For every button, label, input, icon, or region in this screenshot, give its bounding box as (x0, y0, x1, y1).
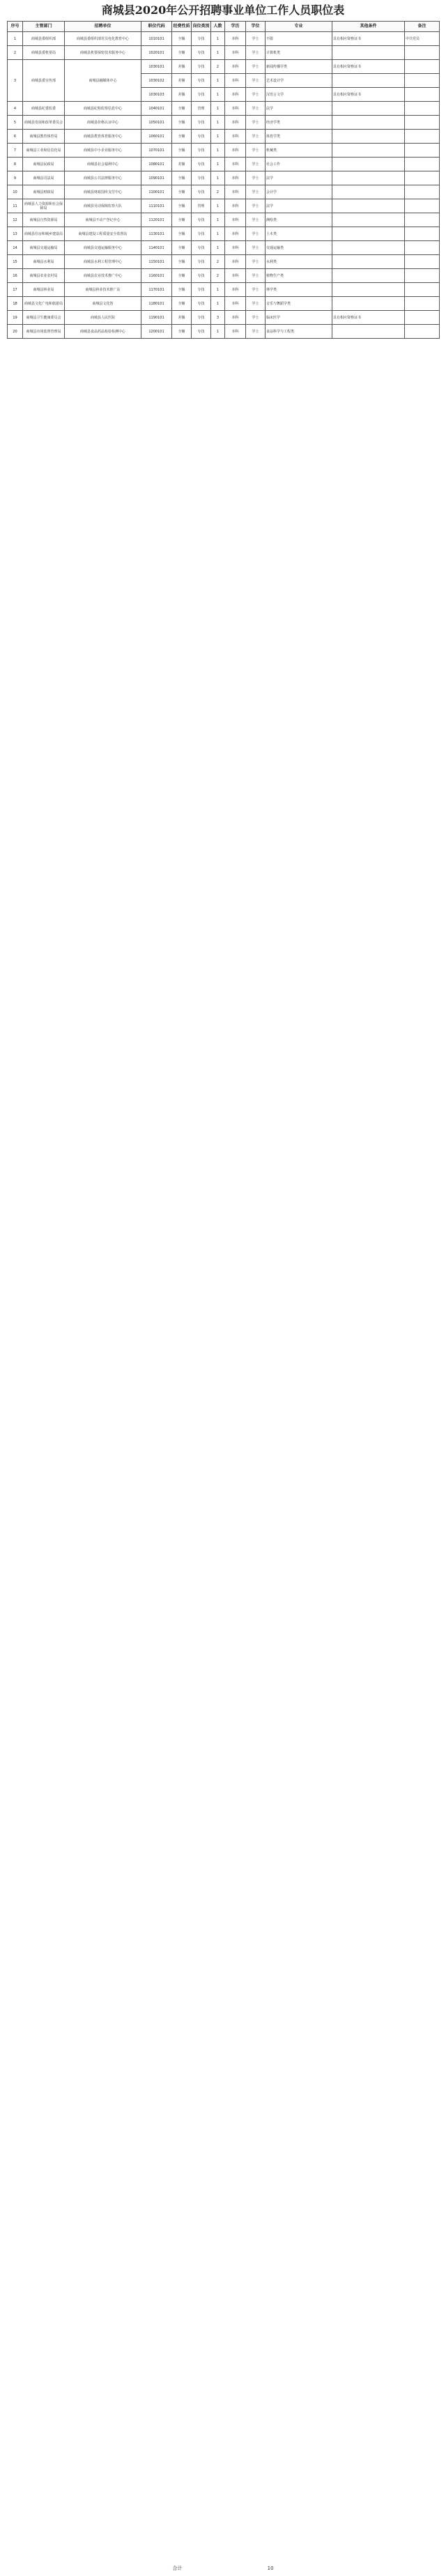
cell-cond (332, 102, 405, 116)
cell-cond (332, 213, 405, 227)
cell-code: 1020101 (141, 46, 172, 60)
cell-num: 1 (211, 32, 225, 46)
cell-unit: 商城县公共法律服务中心 (65, 171, 141, 185)
table-row (8, 269, 440, 283)
cell-seq: 2 (8, 46, 23, 60)
cell-nature: 全额 (172, 116, 192, 130)
cell-edu: 本科 (225, 241, 246, 255)
cell-degree: 学士 (246, 88, 266, 102)
cell-degree: 学士 (246, 102, 266, 116)
cell-level: 专技 (192, 241, 211, 255)
cell-level: 管理 (192, 102, 211, 116)
cell-unit: 商城县中小企业服务中心 (65, 144, 141, 158)
cell-nature: 全额 (172, 46, 192, 60)
table-row (8, 227, 440, 241)
cell-seq: 11 (8, 199, 23, 213)
cell-unit: 商城县水利工程管理中心 (65, 255, 141, 269)
cell-degree: 学士 (246, 185, 266, 199)
cell-edu: 本科 (225, 116, 246, 130)
cell-num: 2 (211, 185, 225, 199)
cell-note (405, 241, 440, 255)
cell-note (405, 269, 440, 283)
header-seq: 序号 (8, 22, 23, 32)
cell-num: 1 (211, 130, 225, 144)
cell-unit: 商城县交通运输服务中心 (65, 241, 141, 255)
cell-level: 专技 (192, 255, 211, 269)
cell-dept: 商城县住房和城乡建设局 (23, 227, 65, 241)
cell-degree: 学士 (246, 116, 266, 130)
cell-nature: 全额 (172, 227, 192, 241)
cell-num: 1 (211, 144, 225, 158)
cell-note (405, 199, 440, 213)
cell-num: 1 (211, 88, 225, 102)
cell-degree: 学士 (246, 32, 266, 46)
cell-note (405, 283, 440, 297)
cell-edu: 本科 (225, 32, 246, 46)
cell-dept: 商城县水利局 (23, 255, 65, 269)
cell-cond: 具有相应资格证书 (332, 311, 405, 325)
table-row (8, 283, 440, 297)
cell-major: 汉语言文学 (266, 88, 332, 102)
cell-level: 专技 (192, 269, 211, 283)
cell-code: 1050101 (141, 116, 172, 130)
cell-dept: 商城县委宣传部 (23, 60, 65, 102)
cell-edu: 本科 (225, 46, 246, 60)
cell-unit: 商城县纪检监察信息中心 (65, 102, 141, 116)
cell-major: 法学 (266, 199, 332, 213)
header-dept: 主管部门 (23, 22, 65, 32)
cell-code: 1030102 (141, 74, 172, 88)
header-edu: 学历 (225, 22, 246, 32)
cell-major: 植物生产类 (266, 269, 332, 283)
cell-nature: 差额 (172, 74, 192, 88)
cell-major: 林学类 (266, 283, 332, 297)
cell-seq: 9 (8, 171, 23, 185)
table-row (8, 32, 440, 46)
cell-unit: 商城县社会福利中心 (65, 158, 141, 171)
cell-note (405, 74, 440, 88)
cell-note: 中共党员 (405, 32, 440, 46)
cell-num: 2 (211, 60, 225, 74)
cell-dept: 商城县自然资源局 (23, 213, 65, 227)
cell-num: 1 (211, 199, 225, 213)
cell-seq: 4 (8, 102, 23, 116)
cell-cond (332, 116, 405, 130)
cell-cond (332, 144, 405, 158)
cell-level: 专技 (192, 297, 211, 311)
cell-num: 1 (211, 116, 225, 130)
cell-note (405, 227, 440, 241)
cell-cond (332, 283, 405, 297)
cell-seq: 15 (8, 255, 23, 269)
cell-code: 1110101 (141, 199, 172, 213)
cell-edu: 本科 (225, 60, 246, 74)
cell-edu: 本科 (225, 325, 246, 339)
cell-code: 1010101 (141, 32, 172, 46)
cell-num: 1 (211, 283, 225, 297)
cell-major: 音乐与舞蹈学类 (266, 297, 332, 311)
cell-level: 专技 (192, 88, 211, 102)
cell-cond (332, 199, 405, 213)
cell-level: 专技 (192, 185, 211, 199)
cell-cond (332, 130, 405, 144)
cell-note (405, 311, 440, 325)
cell-dept: 商城县教育体育局 (23, 130, 65, 144)
cell-dept: 商城县卫生健康委员会 (23, 311, 65, 325)
cell-note (405, 158, 440, 171)
cell-level: 专技 (192, 171, 211, 185)
cell-num: 2 (211, 269, 225, 283)
cell-major: 计算机类 (266, 46, 332, 60)
cell-cond (332, 255, 405, 269)
cell-code: 1090101 (141, 171, 172, 185)
cell-code: 1140101 (141, 241, 172, 255)
cell-cond (332, 297, 405, 311)
table-row (8, 171, 440, 185)
cell-edu: 本科 (225, 158, 246, 171)
cell-nature: 全额 (172, 255, 192, 269)
cell-level: 专技 (192, 227, 211, 241)
cell-num: 1 (211, 227, 225, 241)
table-row (8, 213, 440, 227)
cell-major: 临床医学 (266, 311, 332, 325)
cell-dept: 商城县文化广电和旅游局 (23, 297, 65, 311)
table-body (8, 32, 440, 339)
cell-degree: 学士 (246, 311, 266, 325)
cell-major: 交通运输类 (266, 241, 332, 255)
cell-nature: 全额 (172, 144, 192, 158)
footer-left: 合计 (172, 2566, 183, 2571)
table-header-row (8, 22, 440, 32)
cell-degree: 学士 (246, 130, 266, 144)
cell-level: 专技 (192, 311, 211, 325)
cell-code: 1070101 (141, 144, 172, 158)
cell-major: 体育学类 (266, 130, 332, 144)
cell-degree: 学士 (246, 199, 266, 213)
cell-dept: 商城县委组织部 (23, 32, 65, 46)
table-row (8, 116, 440, 130)
cell-seq: 13 (8, 227, 23, 241)
cell-dept: 商城县市场监督管理局 (23, 325, 65, 339)
cell-note (405, 102, 440, 116)
cell-note (405, 255, 440, 269)
footer-right: 10 (267, 2566, 274, 2571)
cell-code: 1120101 (141, 213, 172, 227)
table-row (8, 311, 440, 325)
cell-note (405, 171, 440, 185)
table-row (8, 46, 440, 60)
table-row (8, 144, 440, 158)
cell-code: 1080101 (141, 158, 172, 171)
cell-cond (332, 241, 405, 255)
cell-dept: 商城县司法局 (23, 171, 65, 185)
cell-edu: 本科 (225, 269, 246, 283)
cell-num: 1 (211, 297, 225, 311)
cell-num: 1 (211, 74, 225, 88)
cell-major: 水利类 (266, 255, 332, 269)
cell-dept: 商城县财政局 (23, 185, 65, 199)
cell-note (405, 130, 440, 144)
cell-edu: 本科 (225, 88, 246, 102)
cell-num: 1 (211, 325, 225, 339)
header-degree: 学位 (246, 22, 266, 32)
cell-edu: 本科 (225, 144, 246, 158)
cell-cond (332, 325, 405, 339)
header-code: 职位代码 (141, 22, 172, 32)
cell-degree: 学士 (246, 325, 266, 339)
header-num: 人数 (211, 22, 225, 32)
cell-degree: 学士 (246, 144, 266, 158)
cell-note (405, 325, 440, 339)
cell-code: 1160101 (141, 269, 172, 283)
cell-level: 专技 (192, 46, 211, 60)
header-note: 备注 (405, 22, 440, 32)
page-title: 商城县2020年公开招聘事业单位工作人员职位表 (101, 3, 345, 17)
table-row (8, 130, 440, 144)
cell-level: 专技 (192, 213, 211, 227)
cell-major: 食品科学与工程类 (266, 325, 332, 339)
cell-code: 1150101 (141, 255, 172, 269)
cell-cond (332, 227, 405, 241)
cell-edu: 本科 (225, 171, 246, 185)
cell-code: 1030103 (141, 88, 172, 102)
cell-edu: 本科 (225, 297, 246, 311)
cell-note (405, 116, 440, 130)
table-row (8, 297, 440, 311)
cell-seq: 10 (8, 185, 23, 199)
table-row (8, 325, 440, 339)
cell-nature: 全额 (172, 269, 192, 283)
cell-seq: 3 (8, 60, 23, 102)
cell-dept: 商城县人力资源和社会保障局 (23, 199, 65, 213)
cell-seq: 7 (8, 144, 23, 158)
cell-edu: 本科 (225, 227, 246, 241)
cell-nature: 全额 (172, 241, 192, 255)
cell-cond (332, 269, 405, 283)
cell-level: 专技 (192, 32, 211, 46)
cell-unit: 商城县财政国库支付中心 (65, 185, 141, 199)
cell-code: 1100101 (141, 185, 172, 199)
cell-code: 1130101 (141, 227, 172, 241)
cell-num: 1 (211, 213, 225, 227)
cell-seq: 1 (8, 32, 23, 46)
cell-edu: 本科 (225, 130, 246, 144)
cell-degree: 学士 (246, 213, 266, 227)
cell-num: 1 (211, 102, 225, 116)
cell-note (405, 185, 440, 199)
cell-dept: 商城县农业农村局 (23, 269, 65, 283)
cell-code: 1180101 (141, 297, 172, 311)
cell-nature: 全额 (172, 32, 192, 46)
cell-edu: 本科 (225, 102, 246, 116)
cell-unit: 商城县机要保密技术服务中心 (65, 46, 141, 60)
cell-level: 专技 (192, 325, 211, 339)
header-unit: 招聘单位 (65, 22, 141, 32)
cell-seq: 6 (8, 130, 23, 144)
cell-nature: 全额 (172, 171, 192, 185)
cell-degree: 学士 (246, 74, 266, 88)
cell-nature: 全额 (172, 185, 192, 199)
cell-dept: 商城县委机要局 (23, 46, 65, 60)
table-row (8, 241, 440, 255)
cell-num: 1 (211, 241, 225, 255)
cell-note (405, 144, 440, 158)
cell-edu: 本科 (225, 213, 246, 227)
cell-level: 专技 (192, 283, 211, 297)
cell-nature: 全额 (172, 325, 192, 339)
cell-cond: 具有相应资格证书 (332, 88, 405, 102)
cell-major: 会计学 (266, 185, 332, 199)
cell-major: 不限 (266, 32, 332, 46)
cell-major: 经济学类 (266, 116, 332, 130)
header-major: 专业 (266, 22, 332, 32)
cell-edu: 本科 (225, 255, 246, 269)
cell-note (405, 213, 440, 227)
cell-degree: 学士 (246, 255, 266, 269)
cell-unit: 商城县劳动保障监察大队 (65, 199, 141, 213)
header-nature: 经费性质 (172, 22, 192, 32)
table-row (8, 102, 440, 116)
cell-nature: 全额 (172, 199, 192, 213)
cell-unit: 商城县委组织部党员电化教育中心 (65, 32, 141, 46)
cell-edu: 本科 (225, 185, 246, 199)
cell-note (405, 46, 440, 60)
cell-cond (332, 185, 405, 199)
cell-code: 1200101 (141, 325, 172, 339)
header-cond: 其他条件 (332, 22, 405, 32)
table-row (8, 60, 440, 74)
cell-nature: 差额 (172, 158, 192, 171)
cell-nature: 全额 (172, 130, 192, 144)
cell-edu: 本科 (225, 283, 246, 297)
cell-cond: 具有相应资格证书 (332, 32, 405, 46)
cell-cond (332, 46, 405, 60)
table-row (8, 199, 440, 213)
cell-major: 法学 (266, 102, 332, 116)
cell-level: 专技 (192, 60, 211, 74)
cell-seq: 12 (8, 213, 23, 227)
cell-major: 艺术设计学 (266, 74, 332, 88)
cell-unit: 商城县文化馆 (65, 297, 141, 311)
cell-level: 专技 (192, 158, 211, 171)
cell-degree: 学士 (246, 241, 266, 255)
cell-num: 2 (211, 255, 225, 269)
cell-nature: 全额 (172, 297, 192, 311)
cell-unit: 商城县不动产登记中心 (65, 213, 141, 227)
cell-level: 专技 (192, 130, 211, 144)
cell-note (405, 88, 440, 102)
cell-edu: 本科 (225, 311, 246, 325)
cell-cond (332, 74, 405, 88)
cell-degree: 学士 (246, 171, 266, 185)
cell-unit: 商城县人民医院 (65, 311, 141, 325)
cell-degree: 学士 (246, 227, 266, 241)
cell-seq: 14 (8, 241, 23, 255)
cell-nature: 全额 (172, 102, 192, 116)
cell-code: 1030101 (141, 60, 172, 74)
cell-major: 土木类 (266, 227, 332, 241)
positions-table (7, 21, 440, 339)
cell-unit: 商城县融媒体中心 (65, 60, 141, 102)
cell-nature: 差额 (172, 311, 192, 325)
cell-unit: 商城县价格认证中心 (65, 116, 141, 130)
cell-dept: 商城县林业局 (23, 283, 65, 297)
cell-code: 1190101 (141, 311, 172, 325)
cell-seq: 18 (8, 297, 23, 311)
cell-unit: 商城县建设工程质量安全监督站 (65, 227, 141, 241)
page-footer (0, 2565, 446, 2572)
cell-unit: 商城县农业技术推广中心 (65, 269, 141, 283)
cell-level: 专技 (192, 144, 211, 158)
table-row (8, 255, 440, 269)
table-row (8, 185, 440, 199)
cell-seq: 8 (8, 158, 23, 171)
cell-major: 测绘类 (266, 213, 332, 227)
cell-seq: 17 (8, 283, 23, 297)
cell-dept: 商城县工业和信息化局 (23, 144, 65, 158)
cell-dept: 商城县发展和改革委员会 (23, 116, 65, 130)
cell-seq: 16 (8, 269, 23, 283)
cell-unit: 商城县林业技术推广站 (65, 283, 141, 297)
cell-nature: 全额 (172, 283, 192, 297)
cell-num: 1 (211, 158, 225, 171)
cell-code: 1170101 (141, 283, 172, 297)
cell-note (405, 60, 440, 74)
cell-nature: 全额 (172, 213, 192, 227)
cell-degree: 学士 (246, 46, 266, 60)
cell-major: 法学 (266, 171, 332, 185)
cell-level: 专技 (192, 74, 211, 88)
cell-degree: 学士 (246, 60, 266, 74)
header-level: 岗位类别 (192, 22, 211, 32)
cell-degree: 学士 (246, 269, 266, 283)
cell-level: 管理 (192, 199, 211, 213)
cell-num: 1 (211, 46, 225, 60)
cell-cond: 具有相应资格证书 (332, 60, 405, 74)
cell-seq: 20 (8, 325, 23, 339)
cell-code: 1040101 (141, 102, 172, 116)
cell-major: 机械类 (266, 144, 332, 158)
cell-seq: 5 (8, 116, 23, 130)
cell-major: 社会工作 (266, 158, 332, 171)
cell-nature: 差额 (172, 60, 192, 74)
cell-num: 1 (211, 171, 225, 185)
cell-num: 3 (211, 311, 225, 325)
cell-cond (332, 158, 405, 171)
cell-cond (332, 171, 405, 185)
table-row (8, 158, 440, 171)
cell-code: 1060101 (141, 130, 172, 144)
cell-dept: 商城县交通运输局 (23, 241, 65, 255)
cell-degree: 学士 (246, 158, 266, 171)
cell-dept: 商城县纪委监委 (23, 102, 65, 116)
cell-nature: 差额 (172, 88, 192, 102)
cell-edu: 本科 (225, 199, 246, 213)
cell-degree: 学士 (246, 283, 266, 297)
cell-edu: 本科 (225, 74, 246, 88)
cell-level: 专技 (192, 116, 211, 130)
cell-unit: 商城县教育体育服务中心 (65, 130, 141, 144)
cell-unit: 商城县食品药品检验检测中心 (65, 325, 141, 339)
cell-major: 新闻传播学类 (266, 60, 332, 74)
cell-note (405, 297, 440, 311)
cell-degree: 学士 (246, 297, 266, 311)
cell-seq: 19 (8, 311, 23, 325)
cell-dept: 商城县民政局 (23, 158, 65, 171)
